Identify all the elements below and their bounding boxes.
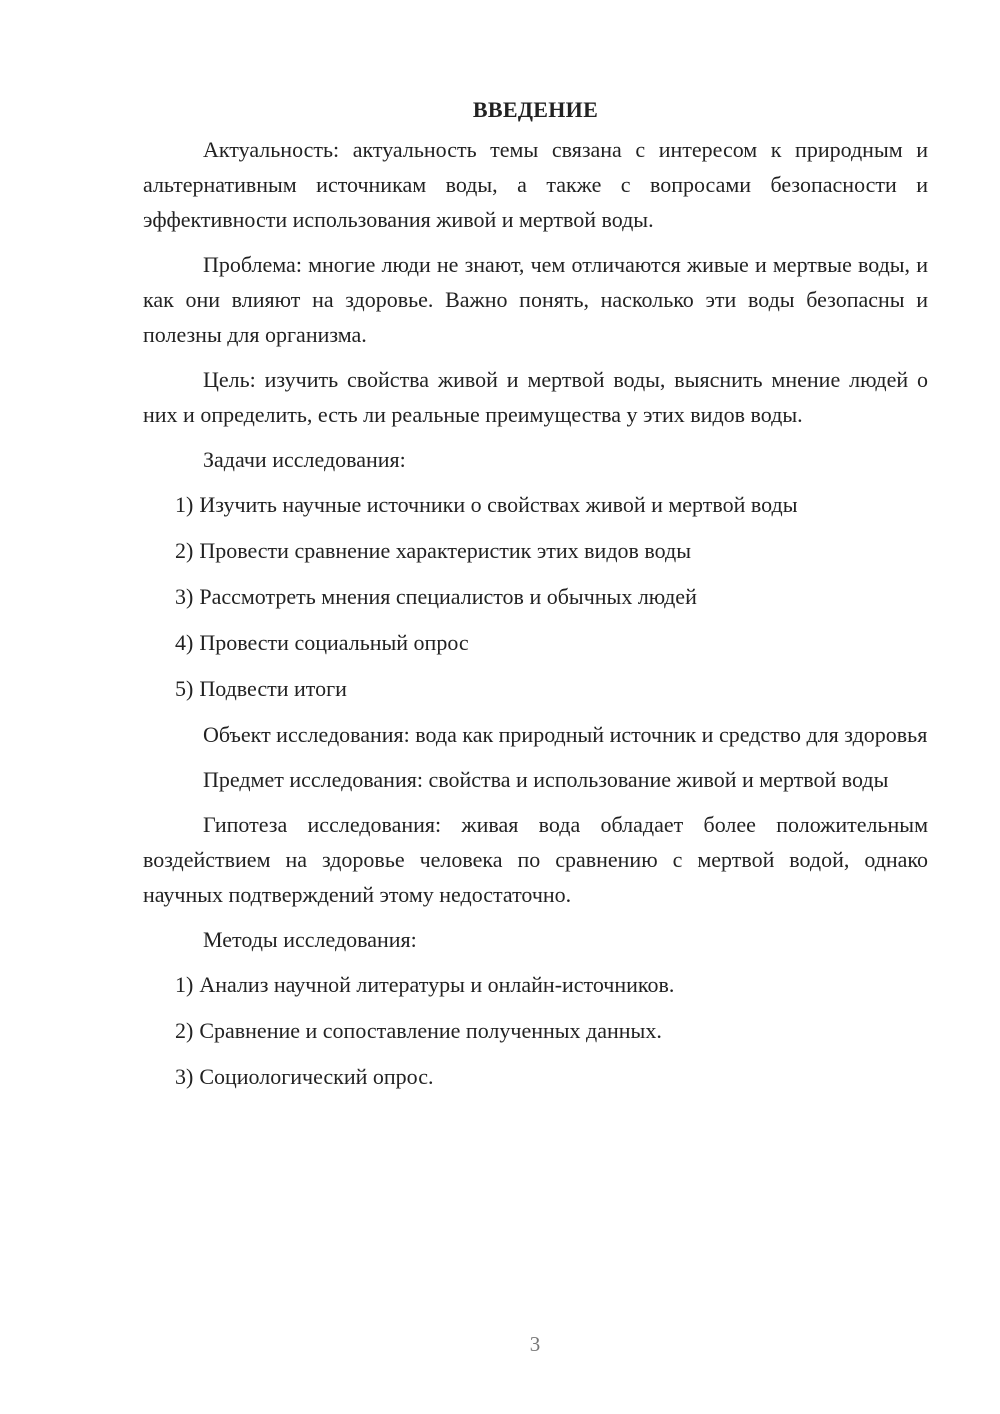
list-item-number: 1)	[175, 972, 194, 997]
hypothesis-paragraph: Гипотеза исследования: живая вода обладает более положительным воздействием на здоровье человека по сравнению с мертвой водой, однако научных подтверждений этому недостаточно.	[143, 812, 928, 907]
list-item-text: Подвести итоги	[199, 676, 347, 701]
list-item-number: 2)	[175, 1018, 194, 1043]
list-item-text: Социологический опрос.	[199, 1064, 434, 1089]
document-page	[143, 92, 928, 1105]
list-item	[175, 487, 928, 522]
list-item-number: 3)	[175, 1064, 194, 1089]
tasks-list	[143, 487, 928, 706]
list-item-text: Изучить научные источники о свойствах живой и мертвой воды	[199, 492, 798, 517]
list-item	[175, 625, 928, 660]
list-item	[175, 533, 928, 568]
goal-paragraph: Цель: изучить свойства живой и мертвой воды, выяснить мнение людей о них и определить, есть ли реальные преимущества у этих видов воды.	[143, 367, 928, 427]
methods-heading: Методы исследования:	[203, 927, 417, 952]
list-item-number: 5)	[175, 676, 194, 701]
list-item-text: Провести социальный опрос	[199, 630, 469, 655]
list-item-number: 1)	[175, 492, 194, 517]
list-item-text: Провести сравнение характеристик этих видов воды	[199, 538, 691, 563]
methods-list	[143, 967, 928, 1094]
list-item	[175, 579, 928, 614]
page-number: 3	[529, 1332, 541, 1356]
list-item-text: Анализ научной литературы и онлайн-источников.	[199, 972, 675, 997]
list-item-number: 2)	[175, 538, 194, 563]
list-item-text: Рассмотреть мнения специалистов и обычных людей	[199, 584, 697, 609]
tasks-heading: Задачи исследования:	[203, 447, 406, 472]
subject-paragraph: Предмет исследования: свойства и использование живой и мертвой воды	[203, 767, 889, 792]
list-item	[175, 1059, 928, 1094]
problem-paragraph: Проблема: многие люди не знают, чем отличаются живые и мертвые воды, и как они влияют на здоровье. Важно понять, насколько эти воды безопасны и полезны для организма.	[143, 252, 928, 347]
list-item	[175, 671, 928, 706]
list-item	[175, 1013, 928, 1048]
object-paragraph: Объект исследования: вода как природный источник и средство для здоровья	[203, 722, 928, 747]
relevance-paragraph: Актуальность: актуальность темы связана с интересом к природным и альтернативным источникам воды, а также с вопросами безопасности и эффективности использования живой и мертвой воды.	[143, 137, 928, 232]
section-heading: ВВЕДЕНИЕ	[472, 97, 599, 122]
list-item	[175, 967, 928, 1002]
list-item-number: 3)	[175, 584, 194, 609]
list-item-number: 4)	[175, 630, 194, 655]
list-item-text: Сравнение и сопоставление полученных данных.	[199, 1018, 662, 1043]
